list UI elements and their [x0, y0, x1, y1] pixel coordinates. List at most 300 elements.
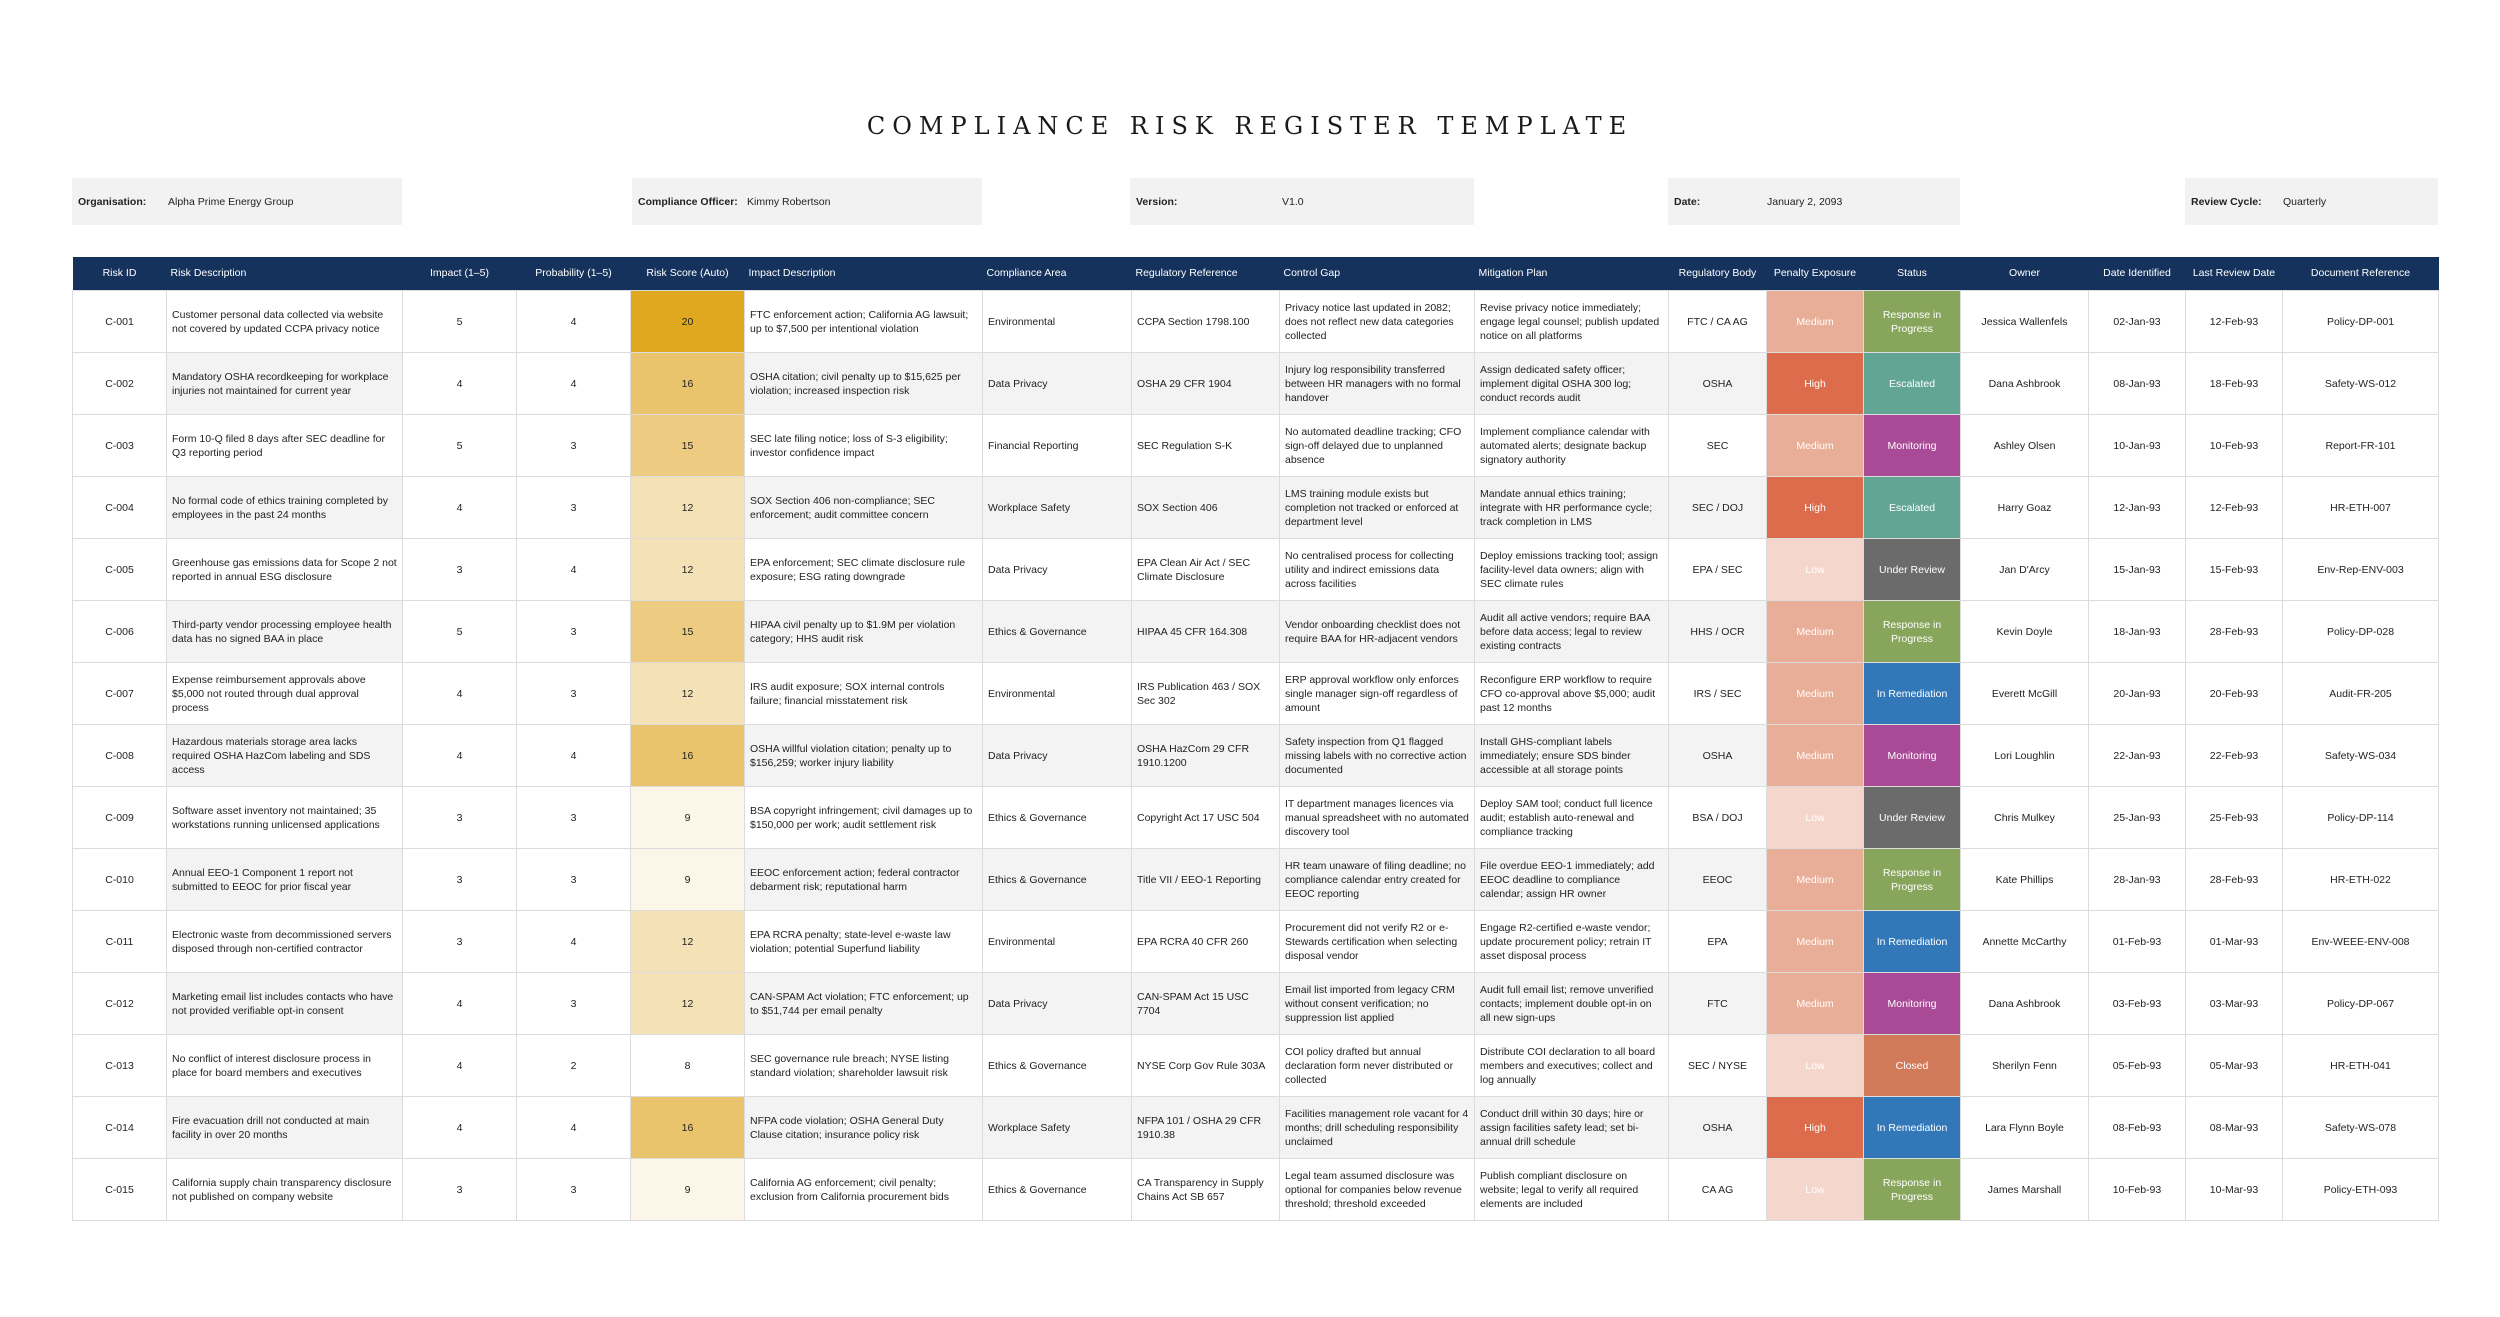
regulatory-reference-cell[interactable]: IRS Publication 463 / SOX Sec 302 [1132, 663, 1280, 725]
control-gap-cell[interactable]: LMS training module exists but completion not tracked or enforced at department level [1280, 477, 1475, 539]
header-row [73, 257, 2439, 291]
probability-cell[interactable]: 4 [517, 291, 631, 353]
owner-cell[interactable]: Sherilyn Fenn [1961, 1035, 2089, 1097]
penalty-exposure-badge[interactable]: High [1767, 1097, 1864, 1159]
info-value[interactable]: V1.0 [1282, 195, 1304, 208]
impact-cell[interactable]: 5 [403, 601, 517, 663]
document-reference-cell[interactable]: HR-ETH-041 [2283, 1035, 2439, 1097]
status-badge[interactable]: In Remediation [1864, 1097, 1961, 1159]
regulatory-reference-cell[interactable]: Title VII / EEO-1 Reporting [1132, 849, 1280, 911]
mitigation-plan-cell[interactable]: Distribute COI declaration to all board members and executives; collect and log annually [1475, 1035, 1669, 1097]
regulatory-reference-cell[interactable]: EPA RCRA 40 CFR 260 [1132, 911, 1280, 973]
compliance-area-cell[interactable]: Ethics & Governance [983, 849, 1132, 911]
risk-description-cell[interactable]: Mandatory OSHA recordkeeping for workplace injuries not maintained for current year [167, 353, 403, 415]
risk-score-cell[interactable]: 8 [631, 1035, 745, 1097]
status-badge[interactable]: Response in Progress [1864, 601, 1961, 663]
status-badge[interactable]: In Remediation [1864, 663, 1961, 725]
risk-id-cell[interactable]: C-005 [73, 539, 167, 601]
risk-score-cell[interactable]: 16 [631, 725, 745, 787]
risk-score-cell[interactable]: 12 [631, 911, 745, 973]
risk-id-cell[interactable]: C-013 [73, 1035, 167, 1097]
risk-score-cell[interactable]: 16 [631, 1097, 745, 1159]
impact-description-cell[interactable]: SEC governance rule breach; NYSE listing standard violation; shareholder lawsuit risk [745, 1035, 983, 1097]
last-review-date-cell[interactable]: 10-Feb-93 [2186, 415, 2283, 477]
control-gap-cell[interactable]: Legal team assumed disclosure was optional for companies below revenue threshold; threshold exceeded [1280, 1159, 1475, 1221]
probability-cell[interactable]: 3 [517, 601, 631, 663]
status-badge[interactable]: Response in Progress [1864, 291, 1961, 353]
status-badge[interactable]: Closed [1864, 1035, 1961, 1097]
mitigation-plan-cell[interactable]: File overdue EEO-1 immediately; add EEOC deadline to compliance calendar; assign HR owner [1475, 849, 1669, 911]
mitigation-plan-cell[interactable]: Implement compliance calendar with automated alerts; designate backup signatory authority [1475, 415, 1669, 477]
table-row[interactable] [73, 1159, 2439, 1221]
col-status[interactable]: Status [1864, 257, 1961, 291]
info-date [1668, 178, 1960, 225]
mitigation-plan-cell[interactable]: Revise privacy notice immediately; engage legal counsel; publish updated notice on all platforms [1475, 291, 1669, 353]
last-review-date-cell[interactable]: 15-Feb-93 [2186, 539, 2283, 601]
document-reference-cell[interactable]: Env-Rep-ENV-003 [2283, 539, 2439, 601]
impact-cell[interactable]: 3 [403, 1159, 517, 1221]
owner-cell[interactable]: Jan D'Arcy [1961, 539, 2089, 601]
col-impact[interactable]: Impact (1–5) [403, 257, 517, 291]
impact-cell[interactable]: 4 [403, 663, 517, 725]
regulatory-reference-cell[interactable]: OSHA HazCom 29 CFR 1910.1200 [1132, 725, 1280, 787]
status-badge[interactable]: Under Review [1864, 539, 1961, 601]
impact-description-cell[interactable]: EPA enforcement; SEC climate disclosure rule exposure; ESG rating downgrade [745, 539, 983, 601]
last-review-date-cell[interactable]: 12-Feb-93 [2186, 291, 2283, 353]
risk-description-cell[interactable]: Hazardous materials storage area lacks required OSHA HazCom labeling and SDS access [167, 725, 403, 787]
col-probability[interactable]: Probability (1–5) [517, 257, 631, 291]
table-row[interactable] [73, 1097, 2439, 1159]
table-row[interactable] [73, 291, 2439, 353]
table-row[interactable] [73, 353, 2439, 415]
date-identified-cell[interactable]: 22-Jan-93 [2089, 725, 2186, 787]
status-badge[interactable]: Monitoring [1864, 415, 1961, 477]
col-control-gap[interactable]: Control Gap [1280, 257, 1475, 291]
table-row[interactable] [73, 973, 2439, 1035]
risk-description-cell[interactable]: No conflict of interest disclosure process in place for board members and executives [167, 1035, 403, 1097]
date-identified-cell[interactable]: 20-Jan-93 [2089, 663, 2186, 725]
control-gap-cell[interactable]: Email list imported from legacy CRM without consent verification; no suppression list applied [1280, 973, 1475, 1035]
status-badge[interactable]: Response in Progress [1864, 1159, 1961, 1221]
regulatory-reference-cell[interactable]: Copyright Act 17 USC 504 [1132, 787, 1280, 849]
date-identified-cell[interactable]: 10-Jan-93 [2089, 415, 2186, 477]
table-row[interactable] [73, 911, 2439, 973]
regulatory-body-cell[interactable]: EPA [1669, 911, 1767, 973]
risk-id-cell[interactable]: C-008 [73, 725, 167, 787]
probability-cell[interactable]: 4 [517, 1097, 631, 1159]
compliance-area-cell[interactable]: Ethics & Governance [983, 787, 1132, 849]
date-identified-cell[interactable]: 03-Feb-93 [2089, 973, 2186, 1035]
compliance-area-cell[interactable]: Ethics & Governance [983, 601, 1132, 663]
last-review-date-cell[interactable]: 03-Mar-93 [2186, 973, 2283, 1035]
table-row[interactable] [73, 849, 2439, 911]
control-gap-cell[interactable]: Vendor onboarding checklist does not require BAA for HR-adjacent vendors [1280, 601, 1475, 663]
impact-cell[interactable]: 3 [403, 539, 517, 601]
control-gap-cell[interactable]: Injury log responsibility transferred between HR managers with no formal handover [1280, 353, 1475, 415]
compliance-area-cell[interactable]: Data Privacy [983, 725, 1132, 787]
table-row[interactable] [73, 1035, 2439, 1097]
regulatory-reference-cell[interactable]: SEC Regulation S-K [1132, 415, 1280, 477]
risk-score-cell[interactable]: 12 [631, 539, 745, 601]
regulatory-body-cell[interactable]: OSHA [1669, 353, 1767, 415]
control-gap-cell[interactable]: ERP approval workflow only enforces single manager sign-off regardless of amount [1280, 663, 1475, 725]
impact-cell[interactable]: 4 [403, 1097, 517, 1159]
impact-description-cell[interactable]: HIPAA civil penalty up to $1.9M per violation category; HHS audit risk [745, 601, 983, 663]
control-gap-cell[interactable]: HR team unaware of filing deadline; no compliance calendar entry created for EEOC reporting [1280, 849, 1475, 911]
last-review-date-cell[interactable]: 10-Mar-93 [2186, 1159, 2283, 1221]
col-owner[interactable]: Owner [1961, 257, 2089, 291]
last-review-date-cell[interactable]: 28-Feb-93 [2186, 849, 2283, 911]
last-review-date-cell[interactable]: 05-Mar-93 [2186, 1035, 2283, 1097]
mitigation-plan-cell[interactable]: Deploy SAM tool; conduct full licence audit; establish auto-renewal and compliance tracking [1475, 787, 1669, 849]
risk-score-cell[interactable]: 15 [631, 415, 745, 477]
info-label: Compliance Officer: [638, 195, 738, 208]
impact-description-cell[interactable]: FTC enforcement action; California AG lawsuit; up to $7,500 per intentional violation [745, 291, 983, 353]
impact-description-cell[interactable]: OSHA citation; civil penalty up to $15,625 per violation; increased inspection risk [745, 353, 983, 415]
date-identified-cell[interactable]: 02-Jan-93 [2089, 291, 2186, 353]
document-reference-cell[interactable]: Safety-WS-078 [2283, 1097, 2439, 1159]
risk-description-cell[interactable]: Software asset inventory not maintained; 35 workstations running unlicensed applications [167, 787, 403, 849]
risk-id-cell[interactable]: C-010 [73, 849, 167, 911]
probability-cell[interactable]: 3 [517, 973, 631, 1035]
risk-id-cell[interactable]: C-009 [73, 787, 167, 849]
owner-cell[interactable]: Dana Ashbrook [1961, 973, 2089, 1035]
control-gap-cell[interactable]: Privacy notice last updated in 2082; does not reflect new data categories collected [1280, 291, 1475, 353]
risk-description-cell[interactable]: Marketing email list includes contacts who have not provided verifiable opt-in consent [167, 973, 403, 1035]
document-reference-cell[interactable]: Policy-DP-001 [2283, 291, 2439, 353]
date-identified-cell[interactable]: 15-Jan-93 [2089, 539, 2186, 601]
compliance-area-cell[interactable]: Data Privacy [983, 539, 1132, 601]
compliance-area-cell[interactable]: Environmental [983, 291, 1132, 353]
probability-cell[interactable]: 3 [517, 477, 631, 539]
risk-score-cell[interactable]: 9 [631, 787, 745, 849]
regulatory-body-cell[interactable]: EPA / SEC [1669, 539, 1767, 601]
last-review-date-cell[interactable]: 25-Feb-93 [2186, 787, 2283, 849]
page-title: COMPLIANCE RISK REGISTER TEMPLATE [866, 112, 1634, 140]
document-reference-cell[interactable]: Policy-DP-067 [2283, 973, 2439, 1035]
penalty-exposure-badge[interactable]: Low [1767, 539, 1864, 601]
risk-description-cell[interactable]: Electronic waste from decommissioned servers disposed through non-certified contractor [167, 911, 403, 973]
impact-description-cell[interactable]: SOX Section 406 non-compliance; SEC enforcement; audit committee concern [745, 477, 983, 539]
risk-description-cell[interactable]: No formal code of ethics training completed by employees in the past 24 months [167, 477, 403, 539]
date-identified-cell[interactable]: 08-Feb-93 [2089, 1097, 2186, 1159]
impact-cell[interactable]: 4 [403, 353, 517, 415]
regulatory-body-cell[interactable]: IRS / SEC [1669, 663, 1767, 725]
risk-id-cell[interactable]: C-011 [73, 911, 167, 973]
impact-cell[interactable]: 4 [403, 973, 517, 1035]
col-mitigation-plan[interactable]: Mitigation Plan [1475, 257, 1669, 291]
probability-cell[interactable]: 3 [517, 849, 631, 911]
risk-score-cell[interactable]: 12 [631, 477, 745, 539]
col-regulatory-body[interactable]: Regulatory Body [1669, 257, 1767, 291]
probability-cell[interactable]: 3 [517, 415, 631, 477]
risk-score-cell[interactable]: 9 [631, 849, 745, 911]
date-identified-cell[interactable]: 25-Jan-93 [2089, 787, 2186, 849]
penalty-exposure-badge[interactable]: Low [1767, 787, 1864, 849]
owner-cell[interactable]: Chris Mulkey [1961, 787, 2089, 849]
status-badge[interactable]: In Remediation [1864, 911, 1961, 973]
control-gap-cell[interactable]: No automated deadline tracking; CFO sign-off delayed due to unplanned absence [1280, 415, 1475, 477]
date-identified-cell[interactable]: 08-Jan-93 [2089, 353, 2186, 415]
regulatory-body-cell[interactable]: SEC [1669, 415, 1767, 477]
probability-cell[interactable]: 3 [517, 787, 631, 849]
risk-description-cell[interactable]: Greenhouse gas emissions data for Scope 2 not reported in annual ESG disclosure [167, 539, 403, 601]
owner-cell[interactable]: Annette McCarthy [1961, 911, 2089, 973]
table-row[interactable] [73, 539, 2439, 601]
penalty-exposure-badge[interactable]: Medium [1767, 601, 1864, 663]
mitigation-plan-cell[interactable]: Publish compliant disclosure on website; legal to verify all required elements are included [1475, 1159, 1669, 1221]
impact-description-cell[interactable]: CAN-SPAM Act violation; FTC enforcement; up to $51,744 per email penalty [745, 973, 983, 1035]
impact-description-cell[interactable]: OSHA willful violation citation; penalty up to $156,259; worker injury liability [745, 725, 983, 787]
info-organisation [72, 178, 402, 225]
col-risk-score[interactable]: Risk Score (Auto) [631, 257, 745, 291]
risk-score-cell[interactable]: 16 [631, 353, 745, 415]
regulatory-body-cell[interactable]: SEC / DOJ [1669, 477, 1767, 539]
owner-cell[interactable]: Kate Phillips [1961, 849, 2089, 911]
compliance-area-cell[interactable]: Data Privacy [983, 973, 1132, 1035]
impact-description-cell[interactable]: IRS audit exposure; SOX internal controls failure; financial misstatement risk [745, 663, 983, 725]
document-reference-cell[interactable]: HR-ETH-007 [2283, 477, 2439, 539]
mitigation-plan-cell[interactable]: Mandate annual ethics training; integrate with HR performance cycle; track completion in LMS [1475, 477, 1669, 539]
impact-description-cell[interactable]: BSA copyright infringement; civil damages up to $150,000 per work; audit settlement risk [745, 787, 983, 849]
probability-cell[interactable]: 4 [517, 911, 631, 973]
probability-cell[interactable]: 3 [517, 663, 631, 725]
owner-cell[interactable]: Kevin Doyle [1961, 601, 2089, 663]
col-impact-description[interactable]: Impact Description [745, 257, 983, 291]
compliance-area-cell[interactable]: Ethics & Governance [983, 1035, 1132, 1097]
document-reference-cell[interactable]: Safety-WS-034 [2283, 725, 2439, 787]
info-value[interactable]: Alpha Prime Energy Group [168, 195, 294, 208]
mitigation-plan-cell[interactable]: Reconfigure ERP workflow to require CFO co-approval above $5,000; audit past 12 months [1475, 663, 1669, 725]
control-gap-cell[interactable]: Facilities management role vacant for 4 months; drill scheduling responsibility unclaimed [1280, 1097, 1475, 1159]
col-risk-description[interactable]: Risk Description [167, 257, 403, 291]
mitigation-plan-cell[interactable]: Engage R2-certified e-waste vendor; update procurement policy; retrain IT asset disposal process [1475, 911, 1669, 973]
regulatory-reference-cell[interactable]: OSHA 29 CFR 1904 [1132, 353, 1280, 415]
compliance-area-cell[interactable]: Workplace Safety [983, 1097, 1132, 1159]
risk-register-table [72, 257, 2439, 1221]
document-reference-cell[interactable]: HR-ETH-022 [2283, 849, 2439, 911]
penalty-exposure-badge[interactable]: Medium [1767, 849, 1864, 911]
regulatory-body-cell[interactable]: OSHA [1669, 1097, 1767, 1159]
col-last-review-date[interactable]: Last Review Date [2186, 257, 2283, 291]
risk-description-cell[interactable]: Expense reimbursement approvals above $5,000 not routed through dual approval process [167, 663, 403, 725]
last-review-date-cell[interactable]: 01-Mar-93 [2186, 911, 2283, 973]
risk-id-cell[interactable]: C-004 [73, 477, 167, 539]
owner-cell[interactable]: Harry Goaz [1961, 477, 2089, 539]
probability-cell[interactable]: 4 [517, 353, 631, 415]
risk-score-cell[interactable]: 12 [631, 663, 745, 725]
compliance-area-cell[interactable]: Environmental [983, 911, 1132, 973]
regulatory-reference-cell[interactable]: SOX Section 406 [1132, 477, 1280, 539]
probability-cell[interactable]: 4 [517, 725, 631, 787]
last-review-date-cell[interactable]: 08-Mar-93 [2186, 1097, 2283, 1159]
info-value[interactable]: Quarterly [2283, 195, 2327, 208]
impact-cell[interactable]: 4 [403, 1035, 517, 1097]
impact-description-cell[interactable]: California AG enforcement; civil penalty; exclusion from California procurement bids [745, 1159, 983, 1221]
risk-description-cell[interactable]: Third-party vendor processing employee health data has no signed BAA in place [167, 601, 403, 663]
table-row[interactable] [73, 477, 2439, 539]
compliance-area-cell[interactable]: Data Privacy [983, 353, 1132, 415]
risk-score-cell[interactable]: 15 [631, 601, 745, 663]
mitigation-plan-cell[interactable]: Assign dedicated safety officer; implement digital OSHA 300 log; conduct records audit [1475, 353, 1669, 415]
risk-description-cell[interactable]: Form 10-Q filed 8 days after SEC deadline for Q3 reporting period [167, 415, 403, 477]
info-label: Date: [1674, 195, 1701, 208]
impact-description-cell[interactable]: EPA RCRA penalty; state-level e-waste law violation; potential Superfund liability [745, 911, 983, 973]
col-document-reference[interactable]: Document Reference [2283, 257, 2439, 291]
risk-id-cell[interactable]: C-002 [73, 353, 167, 415]
control-gap-cell[interactable]: COI policy drafted but annual declaration form never distributed or collected [1280, 1035, 1475, 1097]
document-reference-cell[interactable]: Policy-DP-028 [2283, 601, 2439, 663]
impact-cell[interactable]: 3 [403, 849, 517, 911]
probability-cell[interactable]: 3 [517, 1159, 631, 1221]
date-identified-cell[interactable]: 28-Jan-93 [2089, 849, 2186, 911]
col-risk-id[interactable]: Risk ID [73, 257, 167, 291]
regulatory-body-cell[interactable]: CA AG [1669, 1159, 1767, 1221]
document-reference-cell[interactable]: Env-WEEE-ENV-008 [2283, 911, 2439, 973]
status-badge[interactable]: Escalated [1864, 477, 1961, 539]
table-row[interactable] [73, 663, 2439, 725]
control-gap-cell[interactable]: Safety inspection from Q1 flagged missing labels with no corrective action documented [1280, 725, 1475, 787]
info-label: Review Cycle: [2191, 195, 2262, 208]
regulatory-reference-cell[interactable]: EPA Clean Air Act / SEC Climate Disclosure [1132, 539, 1280, 601]
owner-cell[interactable]: Lara Flynn Boyle [1961, 1097, 2089, 1159]
risk-id-cell[interactable]: C-007 [73, 663, 167, 725]
risk-description-cell[interactable]: Fire evacuation drill not conducted at main facility in over 20 months [167, 1097, 403, 1159]
risk-score-cell[interactable]: 12 [631, 973, 745, 1035]
risk-id-cell[interactable]: C-012 [73, 973, 167, 1035]
penalty-exposure-badge[interactable]: Medium [1767, 973, 1864, 1035]
penalty-exposure-badge[interactable]: Low [1767, 1159, 1864, 1221]
control-gap-cell[interactable]: Procurement did not verify R2 or e-Stewards certification when selecting disposal vendor [1280, 911, 1475, 973]
owner-cell[interactable]: Dana Ashbrook [1961, 353, 2089, 415]
impact-description-cell[interactable]: NFPA code violation; OSHA General Duty Clause citation; insurance policy risk [745, 1097, 983, 1159]
probability-cell[interactable]: 2 [517, 1035, 631, 1097]
info-value[interactable]: Kimmy Robertson [747, 195, 831, 208]
risk-id-cell[interactable]: C-001 [73, 291, 167, 353]
compliance-area-cell[interactable]: Financial Reporting [983, 415, 1132, 477]
col-regulatory-reference[interactable]: Regulatory Reference [1132, 257, 1280, 291]
col-penalty-exposure[interactable]: Penalty Exposure [1767, 257, 1864, 291]
mitigation-plan-cell[interactable]: Conduct drill within 30 days; hire or assign facilities safety lead; set bi-annual drill schedule [1475, 1097, 1669, 1159]
risk-score-cell[interactable]: 20 [631, 291, 745, 353]
control-gap-cell[interactable]: IT department manages licences via manual spreadsheet with no automated discovery tool [1280, 787, 1475, 849]
risk-description-cell[interactable]: Annual EEO-1 Component 1 report not submitted to EEOC for prior fiscal year [167, 849, 403, 911]
owner-cell[interactable]: Jessica Wallenfels [1961, 291, 2089, 353]
penalty-exposure-badge[interactable]: Medium [1767, 911, 1864, 973]
impact-description-cell[interactable]: SEC late filing notice; loss of S-3 eligibility; investor confidence impact [745, 415, 983, 477]
last-review-date-cell[interactable]: 12-Feb-93 [2186, 477, 2283, 539]
document-reference-cell[interactable]: Report-FR-101 [2283, 415, 2439, 477]
probability-cell[interactable]: 4 [517, 539, 631, 601]
owner-cell[interactable]: Ashley Olsen [1961, 415, 2089, 477]
regulatory-body-cell[interactable]: FTC / CA AG [1669, 291, 1767, 353]
col-date-identified[interactable]: Date Identified [2089, 257, 2186, 291]
date-identified-cell[interactable]: 01-Feb-93 [2089, 911, 2186, 973]
regulatory-body-cell[interactable]: BSA / DOJ [1669, 787, 1767, 849]
regulatory-reference-cell[interactable]: NYSE Corp Gov Rule 303A [1132, 1035, 1280, 1097]
last-review-date-cell[interactable]: 18-Feb-93 [2186, 353, 2283, 415]
date-identified-cell[interactable]: 18-Jan-93 [2089, 601, 2186, 663]
owner-cell[interactable]: Everett McGill [1961, 663, 2089, 725]
status-badge[interactable]: Escalated [1864, 353, 1961, 415]
status-badge[interactable]: Under Review [1864, 787, 1961, 849]
regulatory-reference-cell[interactable]: CA Transparency in Supply Chains Act SB 657 [1132, 1159, 1280, 1221]
mitigation-plan-cell[interactable]: Deploy emissions tracking tool; assign facility-level data owners; align with SEC climate rules [1475, 539, 1669, 601]
risk-id-cell[interactable]: C-015 [73, 1159, 167, 1221]
compliance-area-cell[interactable]: Workplace Safety [983, 477, 1132, 539]
penalty-exposure-badge[interactable]: Medium [1767, 663, 1864, 725]
regulatory-body-cell[interactable]: SEC / NYSE [1669, 1035, 1767, 1097]
regulatory-reference-cell[interactable]: HIPAA 45 CFR 164.308 [1132, 601, 1280, 663]
risk-id-cell[interactable]: C-003 [73, 415, 167, 477]
impact-cell[interactable]: 3 [403, 911, 517, 973]
document-reference-cell[interactable]: Policy-DP-114 [2283, 787, 2439, 849]
impact-cell[interactable]: 4 [403, 725, 517, 787]
owner-cell[interactable]: James Marshall [1961, 1159, 2089, 1221]
regulatory-body-cell[interactable]: FTC [1669, 973, 1767, 1035]
penalty-exposure-badge[interactable]: Medium [1767, 415, 1864, 477]
regulatory-reference-cell[interactable]: NFPA 101 / OSHA 29 CFR 1910.38 [1132, 1097, 1280, 1159]
document-reference-cell[interactable]: Policy-ETH-093 [2283, 1159, 2439, 1221]
date-identified-cell[interactable]: 12-Jan-93 [2089, 477, 2186, 539]
risk-id-cell[interactable]: C-006 [73, 601, 167, 663]
status-badge[interactable]: Response in Progress [1864, 849, 1961, 911]
date-identified-cell[interactable]: 05-Feb-93 [2089, 1035, 2186, 1097]
impact-cell[interactable]: 5 [403, 415, 517, 477]
penalty-exposure-badge[interactable]: Medium [1767, 725, 1864, 787]
mitigation-plan-cell[interactable]: Install GHS-compliant labels immediately; ensure SDS binder accessible at all storage points [1475, 725, 1669, 787]
table-row[interactable] [73, 415, 2439, 477]
last-review-date-cell[interactable]: 20-Feb-93 [2186, 663, 2283, 725]
penalty-exposure-badge[interactable]: High [1767, 477, 1864, 539]
regulatory-reference-cell[interactable]: CAN-SPAM Act 15 USC 7704 [1132, 973, 1280, 1035]
penalty-exposure-badge[interactable]: High [1767, 353, 1864, 415]
regulatory-body-cell[interactable]: HHS / OCR [1669, 601, 1767, 663]
impact-cell[interactable]: 5 [403, 291, 517, 353]
risk-score-cell[interactable]: 9 [631, 1159, 745, 1221]
risk-description-cell[interactable]: California supply chain transparency disclosure not published on company website [167, 1159, 403, 1221]
risk-id-cell[interactable]: C-014 [73, 1097, 167, 1159]
document-reference-cell[interactable]: Audit-FR-205 [2283, 663, 2439, 725]
date-identified-cell[interactable]: 10-Feb-93 [2089, 1159, 2186, 1221]
mitigation-plan-cell[interactable]: Audit all active vendors; require BAA before data access; legal to review existing contracts [1475, 601, 1669, 663]
table-row[interactable] [73, 787, 2439, 849]
compliance-area-cell[interactable]: Environmental [983, 663, 1132, 725]
table-row[interactable] [73, 601, 2439, 663]
penalty-exposure-badge[interactable]: Low [1767, 1035, 1864, 1097]
owner-cell[interactable]: Lori Loughlin [1961, 725, 2089, 787]
document-reference-cell[interactable]: Safety-WS-012 [2283, 353, 2439, 415]
mitigation-plan-cell[interactable]: Audit full email list; remove unverified contacts; implement double opt-in on all new sign-ups [1475, 973, 1669, 1035]
last-review-date-cell[interactable]: 22-Feb-93 [2186, 725, 2283, 787]
info-value[interactable]: January 2, 2093 [1767, 195, 1843, 208]
penalty-exposure-badge[interactable]: Medium [1767, 291, 1864, 353]
regulatory-body-cell[interactable]: EEOC [1669, 849, 1767, 911]
table-row[interactable] [73, 725, 2439, 787]
last-review-date-cell[interactable]: 28-Feb-93 [2186, 601, 2283, 663]
regulatory-reference-cell[interactable]: CCPA Section 1798.100 [1132, 291, 1280, 353]
status-badge[interactable]: Monitoring [1864, 973, 1961, 1035]
impact-cell[interactable]: 3 [403, 787, 517, 849]
regulatory-body-cell[interactable]: OSHA [1669, 725, 1767, 787]
risk-description-cell[interactable]: Customer personal data collected via website not covered by updated CCPA privacy notice [167, 291, 403, 353]
col-compliance-area[interactable]: Compliance Area [983, 257, 1132, 291]
status-badge[interactable]: Monitoring [1864, 725, 1961, 787]
impact-cell[interactable]: 4 [403, 477, 517, 539]
control-gap-cell[interactable]: No centralised process for collecting utility and indirect emissions data across facilities [1280, 539, 1475, 601]
compliance-area-cell[interactable]: Ethics & Governance [983, 1159, 1132, 1221]
impact-description-cell[interactable]: EEOC enforcement action; federal contractor debarment risk; reputational harm [745, 849, 983, 911]
